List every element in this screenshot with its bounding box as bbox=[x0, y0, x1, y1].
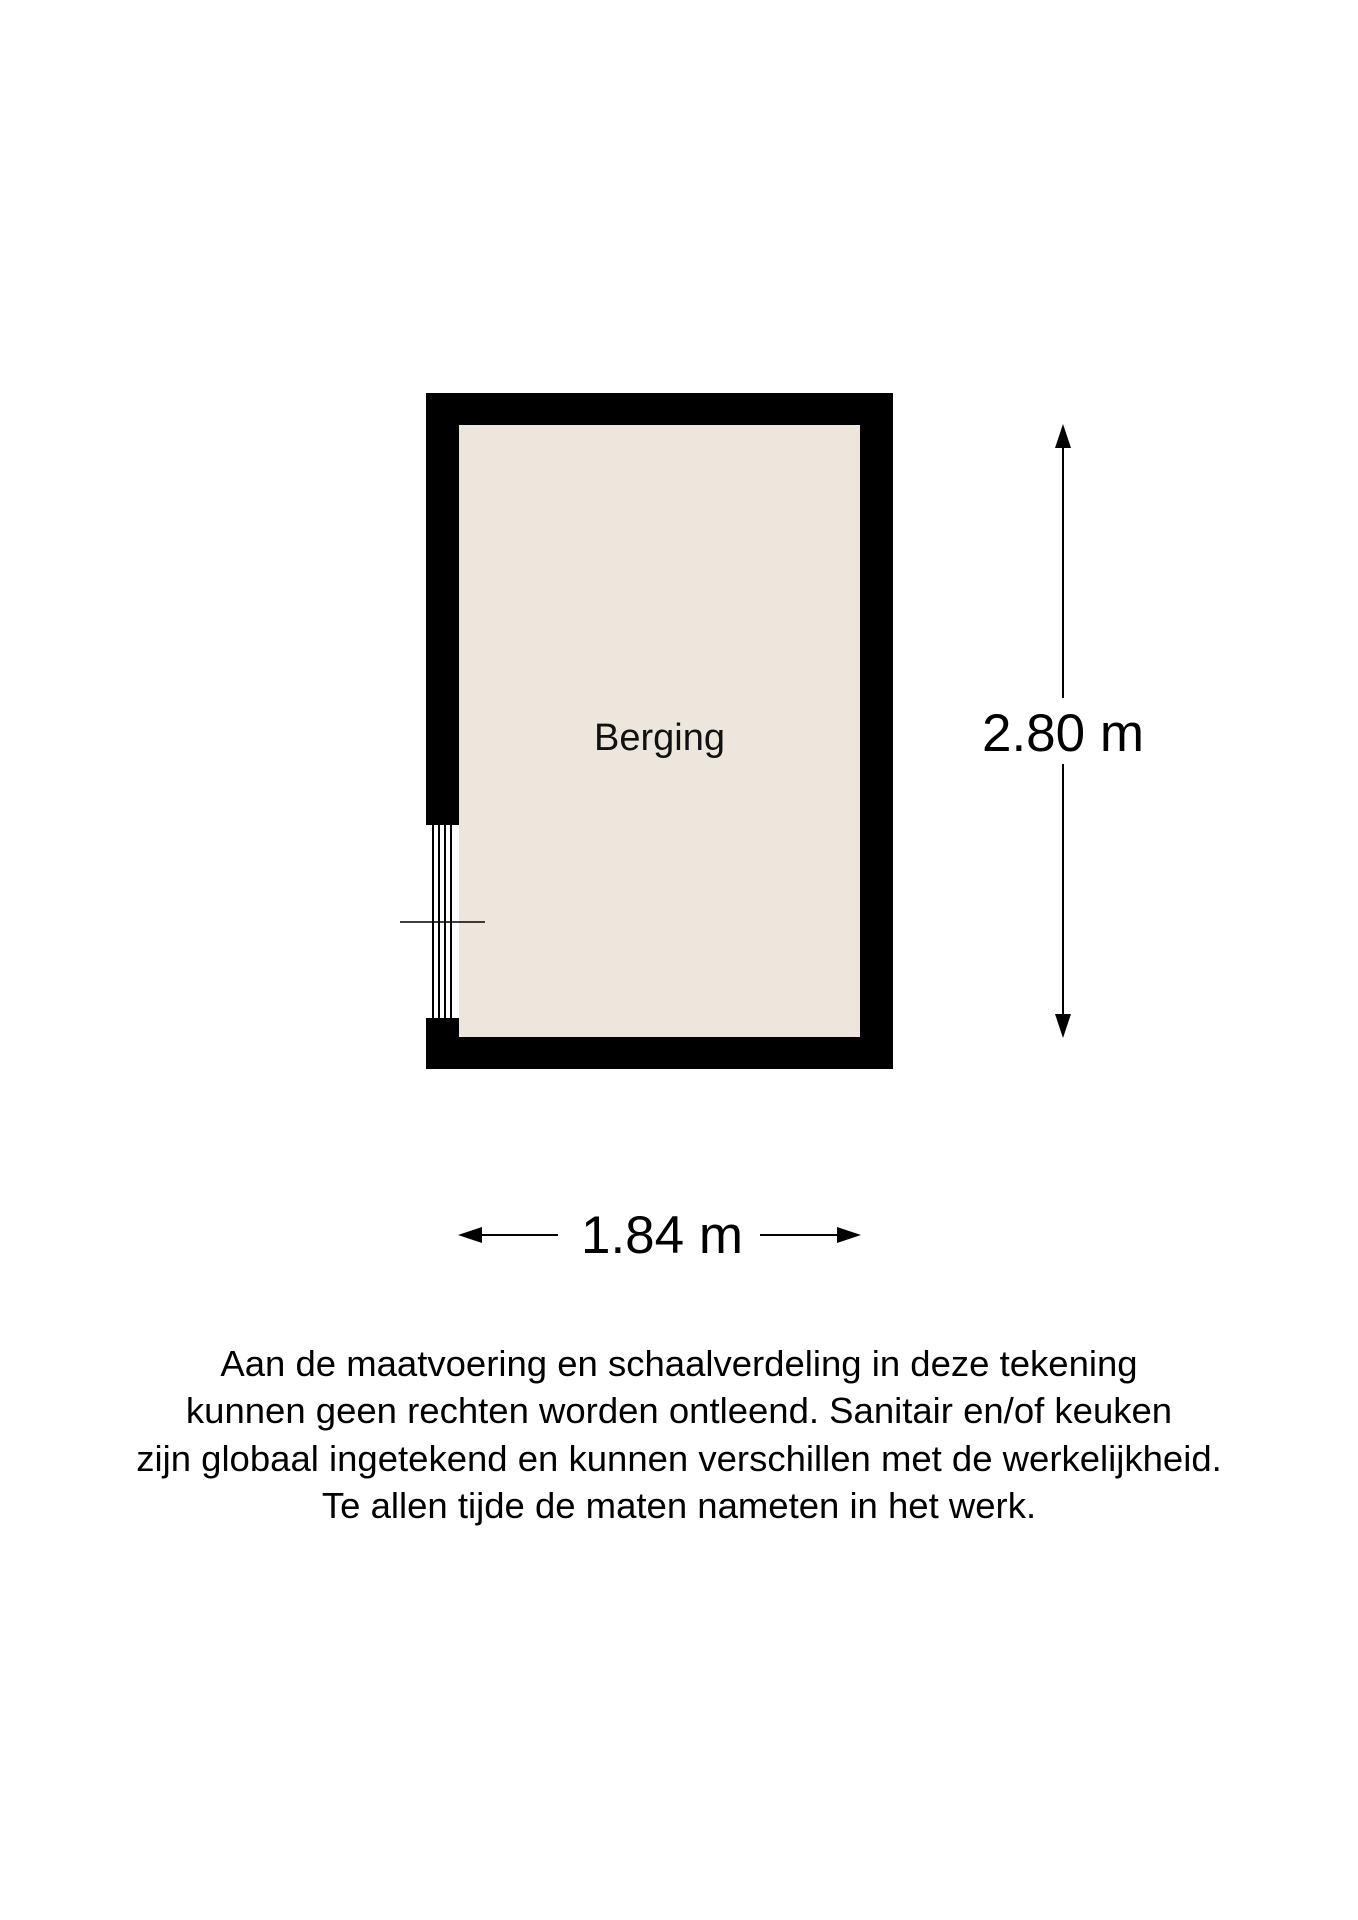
arrow-up-icon bbox=[1055, 424, 1071, 448]
width-dimension-label: 1.84 m bbox=[580, 1206, 744, 1265]
disclaimer-line: kunnen geen rechten worden ontleend. Sanitair en/of keuken bbox=[185, 1390, 1173, 1432]
room-label: Berging bbox=[594, 717, 725, 759]
disclaimer-line: Aan de maatvoering en schaalverdeling in deze tekening bbox=[220, 1343, 1138, 1384]
disclaimer-text bbox=[0, 1340, 1358, 1529]
wall-bottom bbox=[426, 1037, 893, 1069]
wall-top bbox=[426, 393, 893, 425]
height-dimension-label: 2.80 m bbox=[981, 704, 1145, 763]
wall-left-upper bbox=[426, 393, 459, 825]
arrow-left-icon bbox=[458, 1227, 482, 1243]
disclaimer-line: zijn globaal ingetekend en kunnen verschillen met de werkelijkheid. bbox=[136, 1437, 1222, 1479]
arrow-right-icon bbox=[837, 1227, 861, 1243]
wall-right bbox=[860, 393, 893, 1069]
disclaimer-line: Te allen tijde de maten nameten in het werk. bbox=[321, 1484, 1037, 1526]
arrow-down-icon bbox=[1055, 1014, 1071, 1038]
wall-left-lower bbox=[426, 1018, 459, 1069]
